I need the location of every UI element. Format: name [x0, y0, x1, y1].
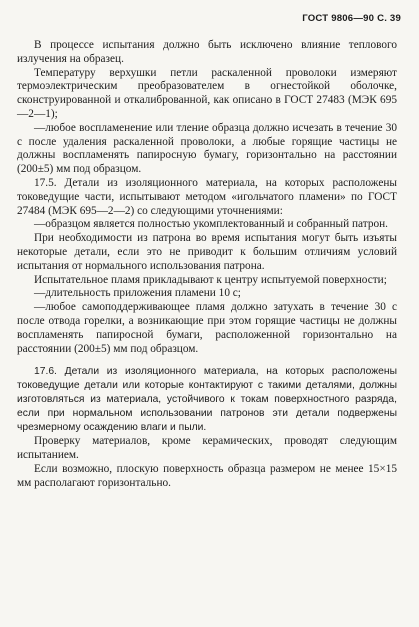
paragraph: —длительность приложения пламени 10 с; [34, 287, 241, 300]
page-header: ГОСТ 9806—90 С. 39 [302, 13, 401, 24]
paragraph: Если возможно, плоскую поверхность образца размером не менее 15×15 мм располагают горизонтально. [17, 462, 397, 489]
paragraph: 17.6. Детали из изоляционного материала, на которых расположены токоведущие детали или которые контактируют с такими деталями, должны изготовляться из материала, устойчивого к токам поверхностного разряда, если при нормальном использовании патронов эти детали подвержены чрезмерному осаждению влаги и пыли. [17, 366, 397, 434]
paragraph: —любое самоподдерживающее пламя должно затухать в течение 30 с после отвода горелки, а возникающие при этом горящие частицы не должны воспламенять папиросной бумаги, расположенной горизонтально на расстоянии (200±5) мм под образцом. [17, 301, 397, 355]
paragraph: —образцом является полностью укомплектованный и собранный патрон. [34, 218, 389, 231]
paragraph: Температуру верхушки петли раскаленной проволоки измеряют термоэлектрическим преобразователем в огнестойкой оболочке, сконструированной и откалиброванной, как описано в ГОСТ 27483 (МЭК 695—2—1); [17, 66, 397, 120]
paragraph: Проверку материалов, кроме керамических, проводят следующим испытанием. [17, 435, 397, 462]
section-17-6 [17, 365, 397, 490]
paragraph: При необходимости из патрона во время испытания могут быть изъяты некоторые детали, если это не приводит к большим отличиям условий испытания от нормального использования патрона. [17, 232, 397, 272]
paragraph: В процессе испытания должно быть исключено влияние теплового излучения на образец. [17, 39, 397, 65]
paragraph: —любое воспламенение или тление образца должно исчезать в течение 30 с после удаления раскаленной проволоки, а любые горящие частицы не должны воспламенять папиросную бумагу, горизонтально на расстоянии (200±5) мм под образцом. [17, 121, 397, 176]
paragraph: 17.5. Детали из изоляционного материала, на которых расположены токоведущие части, испытывают методом «игольчатого пламени» по ГОСТ 27484 (МЭК 695—2—2) со следующими уточнениями: [17, 176, 397, 217]
paragraph: Испытательное пламя прикладывают к центру испытуемой поверхности; [34, 273, 387, 286]
document-body [17, 39, 397, 491]
